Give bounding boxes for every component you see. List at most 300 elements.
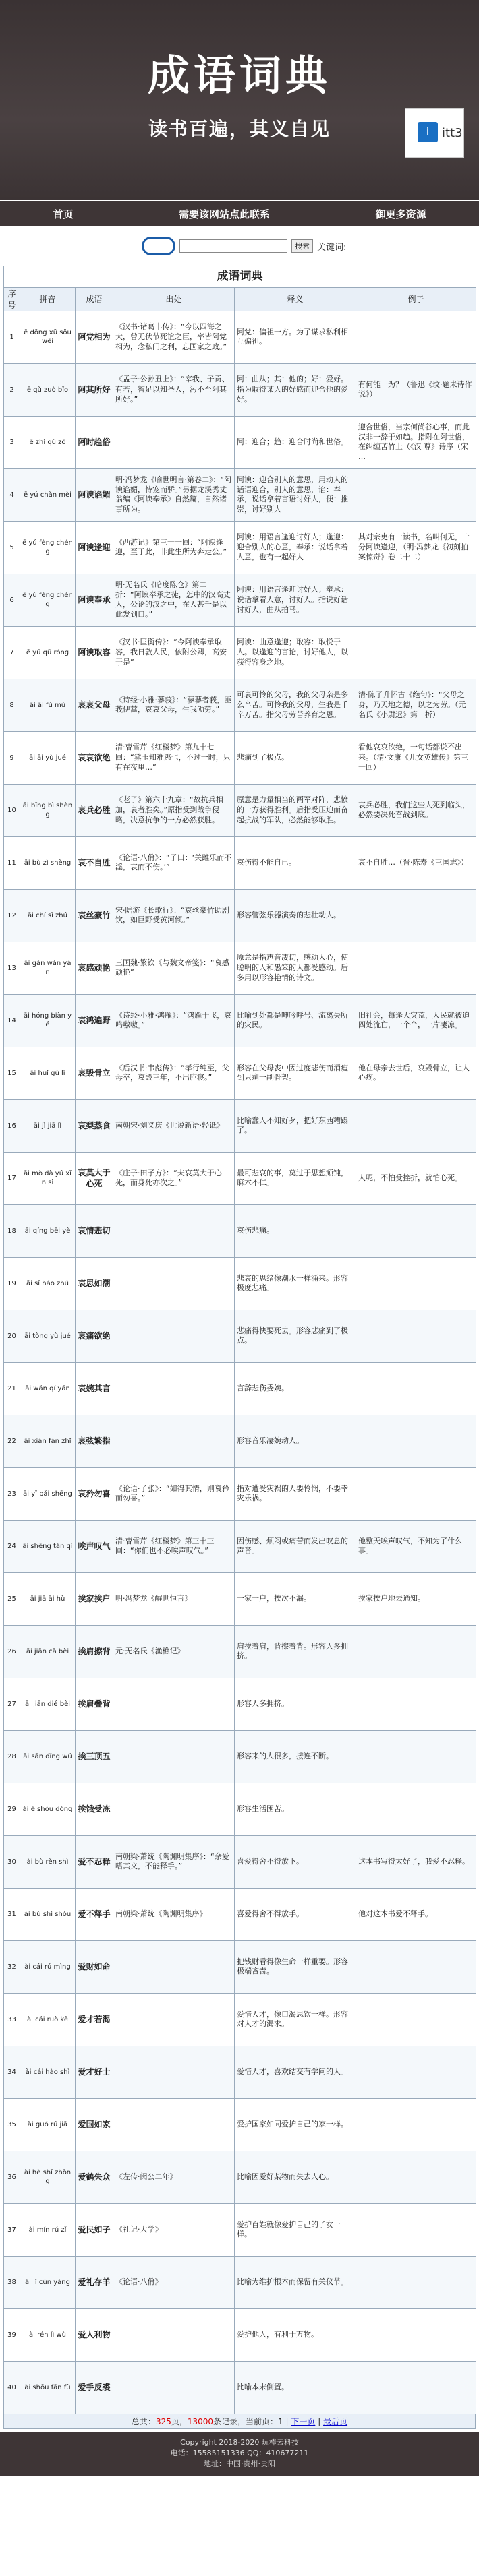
table-row	[4, 2151, 476, 2203]
next-page-link[interactable]: 下一页	[291, 2416, 316, 2426]
footer-address: 地址：中国·贵州·贵阳	[204, 2459, 275, 2468]
pager	[3, 2414, 476, 2429]
row-source: 清·曹雪芹《红楼梦》第三十三回：“你们也不必唉声叹气。”	[113, 1520, 235, 1572]
row-source: 南朝梁·萧统《陶渊明集序》	[113, 1888, 235, 1940]
row-number: 7	[4, 626, 20, 679]
row-pinyin: āi āi yù jué	[20, 731, 76, 784]
row-definition: 悲痛到了极点。	[235, 731, 356, 784]
table-row	[4, 889, 476, 942]
row-source: 《后汉书·韦彪传》：“孝行纯至，父母卒，哀毁三年，不出庐寝。”	[113, 1047, 235, 1099]
row-pinyin: āi āi fù mǔ	[20, 679, 76, 731]
header-definition: 释义	[235, 287, 356, 311]
row-idiom: 唉声叹气	[76, 1520, 113, 1572]
row-definition: 爱惜人才，像口渴思饮一样。形容对人才的渴求。	[235, 1993, 356, 2046]
row-example	[356, 1940, 476, 1993]
nav-more[interactable]: 御更多资源	[375, 208, 426, 220]
table-row	[4, 1940, 476, 1993]
table-row	[4, 2361, 476, 2414]
table-row	[4, 1520, 476, 1572]
row-number: 32	[4, 1940, 20, 1993]
row-number: 26	[4, 1625, 20, 1678]
row-number: 1	[4, 311, 20, 363]
header-num: 序号	[4, 287, 20, 311]
header-source: 出处	[113, 287, 235, 311]
row-example	[356, 1783, 476, 1835]
row-example	[356, 1415, 476, 1467]
table-row	[4, 626, 476, 679]
row-definition: 爱护他人，有利于万物。	[235, 2308, 356, 2361]
row-example: 看他哀哀欲绝，一句话都说不出来。（清·文康《儿女英雄传》第三十回）	[356, 731, 476, 784]
row-example	[356, 311, 476, 363]
search-logo-icon	[142, 237, 175, 255]
row-source	[113, 1362, 235, 1415]
row-number: 30	[4, 1835, 20, 1888]
table-row	[4, 1888, 476, 1940]
row-source	[113, 1940, 235, 1993]
row-source: 《左传·闵公二年》	[113, 2151, 235, 2203]
row-example	[356, 1625, 476, 1678]
row-source	[113, 1310, 235, 1362]
table-row	[4, 1362, 476, 1415]
row-example	[356, 626, 476, 679]
row-number: 38	[4, 2256, 20, 2308]
row-source: 《礼记·大学》	[113, 2203, 235, 2256]
row-source: 明·冯梦龙《醒世恒言》	[113, 1572, 235, 1625]
table-row	[4, 311, 476, 363]
row-number: 33	[4, 1993, 20, 2046]
row-idiom: 哀毁骨立	[76, 1047, 113, 1099]
row-definition: 形容音乐凄婉动人。	[235, 1415, 356, 1467]
row-idiom: 哀婉其言	[76, 1362, 113, 1415]
row-definition: 指对遭受灾祸的人要怜悯，不要幸灾乐祸。	[235, 1467, 356, 1520]
row-example	[356, 2151, 476, 2203]
row-example	[356, 2046, 476, 2098]
row-definition: 比喻蠢人不知好歹，把好东西糟蹋了。	[235, 1099, 356, 1152]
row-definition: 比喻本末倒置。	[235, 2361, 356, 2414]
table-row	[4, 2256, 476, 2308]
row-pinyin: āi wǎn qí yán	[20, 1362, 76, 1415]
row-idiom: 挨肩叠背	[76, 1678, 113, 1730]
row-pinyin: ē yú fèng chéng	[20, 574, 76, 626]
row-idiom: 挨家挨户	[76, 1572, 113, 1625]
row-number: 36	[4, 2151, 20, 2203]
row-number: 6	[4, 574, 20, 626]
row-number: 5	[4, 521, 20, 574]
logo-icon: i	[418, 122, 438, 142]
row-example: 旧社会，每逢大灾荒，人民就被迫四处流亡，一个个，一片凄凉。	[356, 994, 476, 1047]
row-idiom: 爱才好士	[76, 2046, 113, 2098]
row-example	[356, 942, 476, 994]
row-example	[356, 1678, 476, 1730]
row-source: 《老子》第六十九章：“故抗兵相加，哀者胜矣。”原指受到战争侵略，决意抗争的一方必然获胜。	[113, 784, 235, 836]
table-row	[4, 1204, 476, 1257]
row-number: 27	[4, 1678, 20, 1730]
row-example	[356, 1467, 476, 1520]
row-number: 25	[4, 1572, 20, 1625]
row-definition: 形容人多拥挤。	[235, 1678, 356, 1730]
row-idiom: 爱不释手	[76, 1888, 113, 1940]
row-idiom: 哀弦繁指	[76, 1415, 113, 1467]
row-idiom: 阿党相为	[76, 311, 113, 363]
row-pinyin: āi gǎn wán yàn	[20, 942, 76, 994]
row-number: 14	[4, 994, 20, 1047]
row-idiom: 爱手反裘	[76, 2361, 113, 2414]
row-definition: 把钱财看得像生命一样重要。形容极端吝啬。	[235, 1940, 356, 1993]
table-row	[4, 731, 476, 784]
row-definition: 比喻因爱好某物而失去人心。	[235, 2151, 356, 2203]
table-row	[4, 1835, 476, 1888]
table-row	[4, 1257, 476, 1310]
table-row	[4, 836, 476, 889]
row-definition: 可哀可怜的父母，我的父母亲是多么辛苦。可怜我的父母，生我是千辛万苦。指父母劳苦养育之恩。	[235, 679, 356, 731]
row-number: 18	[4, 1204, 20, 1257]
row-number: 24	[4, 1520, 20, 1572]
pager-total-pages: 325	[155, 2416, 171, 2426]
row-idiom: 挨肩擦背	[76, 1625, 113, 1678]
table-row	[4, 1993, 476, 2046]
row-example: 挨家挨户地去通知。	[356, 1572, 476, 1625]
row-idiom: 阿其所好	[76, 363, 113, 416]
row-example: 他在母亲去世后，哀毁骨立，让人心疼。	[356, 1047, 476, 1099]
footer-copyright: Copyright 2018-2020 玩棒云科技	[180, 2437, 299, 2447]
row-example: 人呢，不怕受挫折，就怕心死。	[356, 1152, 476, 1204]
table-row	[4, 1099, 476, 1152]
row-pinyin: ài rén lì wù	[20, 2308, 76, 2361]
row-idiom: 哀感顽艳	[76, 942, 113, 994]
row-idiom: 阿谀谄媚	[76, 468, 113, 521]
row-pinyin: ē zhì qù zō	[20, 416, 76, 468]
row-definition: 一家一户，挨次不漏。	[235, 1572, 356, 1625]
row-definition: 悲哀的思绪像潮水一样涌来。形容极度悲痛。	[235, 1257, 356, 1310]
last-page-link[interactable]: 最后页	[323, 2416, 348, 2426]
nav-contact[interactable]: 需要该网站点此联系	[178, 208, 270, 220]
row-pinyin: āi shēng tàn qì	[20, 1520, 76, 1572]
row-idiom: 爱人利物	[76, 2308, 113, 2361]
table-row	[4, 363, 476, 416]
header-pinyin: 拼音	[20, 287, 76, 311]
row-number: 16	[4, 1099, 20, 1152]
row-example: 哀兵必胜，我们这些人死到临头，必然要决死奋战到底。	[356, 784, 476, 836]
row-pinyin: āi xián fán zhǐ	[20, 1415, 76, 1467]
row-number: 12	[4, 889, 20, 942]
row-definition: 形容管弦乐器演奏的悲壮动人。	[235, 889, 356, 942]
row-source	[113, 416, 235, 468]
row-definition: 阿：曲从；其：他的；好：爱好。指为取得某人的好感而迎合他的爱好。	[235, 363, 356, 416]
search-input[interactable]	[179, 239, 287, 253]
pager-label: 条记录，当前页：1 |	[213, 2416, 291, 2426]
row-pinyin: ē yú qǔ róng	[20, 626, 76, 679]
row-example	[356, 1099, 476, 1152]
row-number: 19	[4, 1257, 20, 1310]
site-title: 成语词典	[147, 51, 331, 100]
table-row	[4, 942, 476, 994]
row-source	[113, 1257, 235, 1310]
row-definition: 比喻到处都是呻吟呼号、流离失所的灾民。	[235, 994, 356, 1047]
row-source: 《诗经·小雅·鸿雁》：“鸿雁于飞，哀鸣嗷嗷。”	[113, 994, 235, 1047]
row-number: 11	[4, 836, 20, 889]
row-definition: 阿谀：用语言逢迎讨好人；逢迎：迎合別人的心意，奉承：说话拿着人意，也有一起好人	[235, 521, 356, 574]
row-source	[113, 2046, 235, 2098]
pager-total-items: 13000	[187, 2416, 214, 2426]
header-idiom: 成语	[76, 287, 113, 311]
table-caption: 成语词典	[4, 266, 476, 288]
table-row	[4, 1310, 476, 1362]
row-definition: 比喻为维护根本而保留有关仪节。	[235, 2256, 356, 2308]
search-button[interactable]: 搜索	[291, 239, 313, 253]
table-row	[4, 1152, 476, 1204]
idiom-table	[3, 266, 476, 2414]
row-idiom: 阿谀奉承	[76, 574, 113, 626]
row-source: 宋·陆游《长歌行》：“哀丝豪竹助剧饮，如巨野受黄河倾。”	[113, 889, 235, 942]
header-example: 例子	[356, 287, 476, 311]
row-idiom: 爱鹤失众	[76, 2151, 113, 2203]
row-number: 2	[4, 363, 20, 416]
row-definition: 喜爱得舍不得放手。	[235, 1888, 356, 1940]
row-source: 《汉书·匡衡传》：“今阿谀奉承取容，我日敦人民，依附公卿，高安于是”	[113, 626, 235, 679]
site-logo[interactable]	[405, 108, 464, 158]
row-pinyin: āi qíng bēi yè	[20, 1204, 76, 1257]
row-number: 17	[4, 1152, 20, 1204]
row-number: 4	[4, 468, 20, 521]
row-example	[356, 2256, 476, 2308]
row-example	[356, 1204, 476, 1257]
row-definition: 阿谀：曲意逢迎；取容：取悦于人。以逢迎的言论，讨好他人，以获得容身之地。	[235, 626, 356, 679]
footer	[0, 2432, 479, 2476]
row-number: 22	[4, 1415, 20, 1467]
row-pinyin: āi sī háo zhú	[20, 1257, 76, 1310]
row-pinyin: āi jiā āi hù	[20, 1572, 76, 1625]
table-row	[4, 2203, 476, 2256]
row-idiom: 阿时趋俗	[76, 416, 113, 468]
row-example	[356, 889, 476, 942]
row-example: 他对这本书爱不释手。	[356, 1888, 476, 1940]
row-definition: 肩挨着肩，背擦着背。形容人多拥挤。	[235, 1625, 356, 1678]
table-row	[4, 416, 476, 468]
row-number: 3	[4, 416, 20, 468]
row-definition: 爱护百姓就像爱护自己的子女一样。	[235, 2203, 356, 2256]
row-pinyin: āi sān dǐng wǔ	[20, 1730, 76, 1783]
site-subtitle: 读书百遍，其义自见	[148, 118, 331, 140]
row-idiom: 哀丝豪竹	[76, 889, 113, 942]
row-pinyin: ài mín rú zǐ	[20, 2203, 76, 2256]
table-row	[4, 784, 476, 836]
row-pinyin: āi hóng biàn yě	[20, 994, 76, 1047]
row-pinyin: ē yú fèng chéng	[20, 521, 76, 574]
table-row	[4, 521, 476, 574]
row-example	[356, 2308, 476, 2361]
row-definition: 最可悲哀的事，莫过于思想顽钝，麻木不仁。	[235, 1152, 356, 1204]
row-idiom: 阿谀取容	[76, 626, 113, 679]
row-source: 元·无名氏《渔樵记》	[113, 1625, 235, 1678]
table-row	[4, 468, 476, 521]
row-idiom: 哀情悲切	[76, 1204, 113, 1257]
row-source: 《论语·子张》：“如得其情，则哀矜而勿喜。”	[113, 1467, 235, 1520]
row-pinyin: ài cái hào shì	[20, 2046, 76, 2098]
row-source: 《诗经·小雅·蓼莪》：“蓼蓼者莪，匪莪伊蒿，哀哀父母，生我劬劳。”	[113, 679, 235, 731]
row-definition: 悲痛得快要死去。形容悲痛到了极点。	[235, 1310, 356, 1362]
row-source	[113, 2098, 235, 2151]
row-pinyin: āi yǐ bǎi shēng	[20, 1467, 76, 1520]
table-row	[4, 1730, 476, 1783]
row-pinyin: ài shǒu fǎn fù	[20, 2361, 76, 2414]
row-example: 这本书写得太好了，我爱不忍释。	[356, 1835, 476, 1888]
row-example	[356, 574, 476, 626]
row-number: 23	[4, 1467, 20, 1520]
table-row	[4, 1625, 476, 1678]
row-number: 40	[4, 2361, 20, 2414]
row-pinyin: āi tòng yù jué	[20, 1310, 76, 1362]
row-source	[113, 1204, 235, 1257]
table-row	[4, 1467, 476, 1520]
row-pinyin: āi huǐ gǔ lì	[20, 1047, 76, 1099]
table-row	[4, 679, 476, 731]
row-definition: 阿党：偏袒一方。为了谋求私利相互偏袒。	[235, 311, 356, 363]
row-idiom: 哀梨蒸食	[76, 1099, 113, 1152]
row-pinyin: ē dǒng xǔ sǒu wēi	[20, 311, 76, 363]
row-idiom: 爱不忍释	[76, 1835, 113, 1888]
row-pinyin: āi bù zì shèng	[20, 836, 76, 889]
row-source: 《论语·八佾》	[113, 2256, 235, 2308]
nav-bar	[0, 201, 479, 226]
row-number: 15	[4, 1047, 20, 1099]
row-pinyin: āi bīng bì shèng	[20, 784, 76, 836]
row-source: 南朝梁·萧统《陶渊明集序》：“余爱嗜其文，不能释手。”	[113, 1835, 235, 1888]
search-hint: 关键词:	[317, 242, 347, 253]
row-source	[113, 1678, 235, 1730]
table-row	[4, 994, 476, 1047]
pager-sep: |	[315, 2416, 324, 2426]
row-example	[356, 1362, 476, 1415]
row-definition: 阿谀：用语言逢迎讨好人；奉承：说话拿着人意，讨好人。指说好话讨好人，曲从拍马。	[235, 574, 356, 626]
row-source: 《孟子·公孙丑上》：“宰我、子贡、有若，智足以知圣人，污不至阿其所好。”	[113, 363, 235, 416]
row-idiom: 哀鸿遍野	[76, 994, 113, 1047]
row-example: 他整天唉声叹气，不知为了什么事。	[356, 1520, 476, 1572]
row-pinyin: ài bù rěn shì	[20, 1835, 76, 1888]
row-idiom: 哀思如潮	[76, 1257, 113, 1310]
row-idiom: 挨饿受冻	[76, 1783, 113, 1835]
row-pinyin: ài lǐ cún yáng	[20, 2256, 76, 2308]
row-idiom: 阿谀逢迎	[76, 521, 113, 574]
row-definition: 爱护国家如同爱护自己的家一样。	[235, 2098, 356, 2151]
row-source	[113, 2361, 235, 2414]
row-pinyin: ài cái rú mìng	[20, 1940, 76, 1993]
footer-contact: 电话：15585151336 QQ：410677211	[170, 2448, 309, 2457]
row-idiom: 哀矜勿喜	[76, 1467, 113, 1520]
row-pinyin: āi mò dà yú xīn sǐ	[20, 1152, 76, 1204]
table-row	[4, 1783, 476, 1835]
row-number: 35	[4, 2098, 20, 2151]
row-pinyin: āi jiān dié bèi	[20, 1678, 76, 1730]
row-number: 8	[4, 679, 20, 731]
row-example	[356, 1993, 476, 2046]
banner	[0, 0, 479, 200]
row-definition: 哀伤悲痛。	[235, 1204, 356, 1257]
row-definition: 喜爱得舍不得放下。	[235, 1835, 356, 1888]
row-idiom: 哀哀父母	[76, 679, 113, 731]
row-pinyin: ē qǔ zuò bǐo	[20, 363, 76, 416]
row-number: 21	[4, 1362, 20, 1415]
row-pinyin: āi chí sī zhú	[20, 889, 76, 942]
row-pinyin: āi jì jiā lì	[20, 1099, 76, 1152]
row-example	[356, 1257, 476, 1310]
row-idiom: 哀兵必胜	[76, 784, 113, 836]
row-definition: 形容来的人很多，接连不断。	[235, 1730, 356, 1783]
pager-label: 页，	[171, 2416, 188, 2426]
row-source: 明·无名氏《暗度陈仓》第二折：“阿谀奉承之徒，怎中的汉高丈人，公论的汉之中，在人甚千是以此发到口。”	[113, 574, 235, 626]
row-definition: 形容在父母丧中因过度悲伤而消瘦到只剩一副骨架。	[235, 1047, 356, 1099]
table-row	[4, 2098, 476, 2151]
row-example: 有何能一为？（鲁迅《坟·题未诗作说》）	[356, 363, 476, 416]
row-source: 《汉书·诸葛丰传》：“今以四海之大，曾无伏节死谊之臣，率皆阿党相为，念私门之利，忘国家之政。”	[113, 311, 235, 363]
row-idiom: 爱民如子	[76, 2203, 113, 2256]
row-number: 9	[4, 731, 20, 784]
row-definition: 形容生活困苦。	[235, 1783, 356, 1835]
row-definition: 因伤感、烦闷或痛苦而发出叹息的声音。	[235, 1520, 356, 1572]
row-idiom: 哀痛欲绝	[76, 1310, 113, 1362]
row-idiom: 哀哀欲绝	[76, 731, 113, 784]
row-idiom: 爱才若渴	[76, 1993, 113, 2046]
nav-home[interactable]: 首页	[53, 208, 74, 220]
row-example: 清·陈子升怀古《绝句》：“父母之身，乃天地之德，以之为劳。（元 名氏《小尉迟》第一折）	[356, 679, 476, 731]
row-source: 清·曹雪芹《红楼梦》第九十七回：“黛玉知难逃也，不过一时，只有在夜里…”	[113, 731, 235, 784]
row-number: 34	[4, 2046, 20, 2098]
row-idiom: 爱礼存羊	[76, 2256, 113, 2308]
row-number: 20	[4, 1310, 20, 1362]
row-definition: 阿谀：迎合别人的意思，用动人的话语迎合，别人的意思，谄：奉承，说话拿着言语讨好人，便：推崇，讨好别人	[235, 468, 356, 521]
row-number: 31	[4, 1888, 20, 1940]
row-number: 28	[4, 1730, 20, 1783]
logo-text: itt3	[442, 126, 463, 140]
table-row	[4, 1047, 476, 1099]
row-definition: 言辞悲伤委婉。	[235, 1362, 356, 1415]
table-row	[4, 574, 476, 626]
row-definition: 哀伤得不能自已。	[235, 836, 356, 889]
row-idiom: 哀不自胜	[76, 836, 113, 889]
row-source: 三国魏·繁钦《与魏文帝笺》：“哀感顽艳”	[113, 942, 235, 994]
row-definition: 阿：迎合；趋：迎合时尚和世俗。	[235, 416, 356, 468]
row-pinyin: ái è shòu dòng	[20, 1783, 76, 1835]
row-example	[356, 2203, 476, 2256]
table-row	[4, 1415, 476, 1467]
row-source	[113, 2308, 235, 2361]
row-example	[356, 1310, 476, 1362]
row-example: 哀不自胜…（晋·陈寿《三国志》）	[356, 836, 476, 889]
row-pinyin: ē yú chǎn mèi	[20, 468, 76, 521]
pager-label: 总共：	[131, 2416, 156, 2426]
row-example	[356, 468, 476, 521]
table-row	[4, 2308, 476, 2361]
row-example: 迎合世俗，当宗何尚谷心事，而此汉非一辞于如趋。指附在阿世俗，在纠缠苦竹上（《汉 尊》诗序（宋 …	[356, 416, 476, 468]
row-source	[113, 1730, 235, 1783]
row-example	[356, 2361, 476, 2414]
row-number: 13	[4, 942, 20, 994]
row-pinyin: ài hè shī zhòng	[20, 2151, 76, 2203]
row-source: 《庄子·田子方》：“夫哀莫大于心死，而身死亦次之。”	[113, 1152, 235, 1204]
row-source	[113, 1415, 235, 1467]
row-definition: 原意是指声音凄切，感动人心，使聪明的人和愚笨的人都受感动。后多用以形容艳情的诗文。	[235, 942, 356, 994]
search-bar	[0, 226, 479, 266]
row-source: 南朝宋·刘义庆《世说新语·轻诋》	[113, 1099, 235, 1152]
row-definition: 原意是力量相当的两军对阵，悲愤的一方获得胜利。后指受压迫而奋起抗战的军队，必然能够取胜。	[235, 784, 356, 836]
row-pinyin: ài bù shì shǒu	[20, 1888, 76, 1940]
row-source: 《论语·八佾》：“子曰：‘关雎乐而不淫，哀而不伤。’”	[113, 836, 235, 889]
row-number: 29	[4, 1783, 20, 1835]
row-number: 37	[4, 2203, 20, 2256]
row-idiom: 哀莫大于心死	[76, 1152, 113, 1204]
row-pinyin: āi jiān cā bèi	[20, 1625, 76, 1678]
row-definition: 爱惜人才，喜欢结交有学问的人。	[235, 2046, 356, 2098]
row-source	[113, 1993, 235, 2046]
